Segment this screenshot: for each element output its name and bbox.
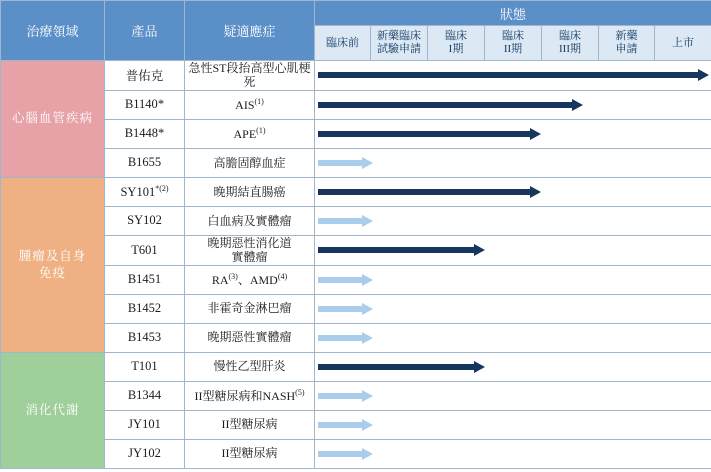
indication-label-line2: 實體瘤	[231, 250, 268, 265]
table-row	[1, 323, 711, 352]
product-sup: *	[157, 97, 165, 112]
product-cell: B1655	[105, 148, 185, 177]
product-cell: B1452	[105, 294, 185, 323]
indication-cell	[185, 119, 315, 148]
indication-sup: (1)	[254, 97, 264, 107]
stage-label-line2: II期	[503, 43, 523, 55]
area-cell-cardiovascular: 心腦血管疾病	[1, 61, 105, 178]
progress-cell	[315, 206, 711, 235]
indication-cell: 白血病及實體瘤	[185, 206, 315, 235]
product-cell: 普佑克	[105, 61, 185, 91]
table-row	[1, 90, 711, 119]
progress-cell	[315, 265, 711, 294]
product-label: SY101	[120, 184, 156, 199]
product-cell: SY102	[105, 206, 185, 235]
progress-cell	[315, 294, 711, 323]
stage-label-line2: III期	[559, 43, 581, 55]
stage-label-line1: 臨床	[559, 30, 581, 43]
product-label: B1140	[124, 97, 158, 112]
stage-header-market	[655, 26, 711, 61]
header-product: 產品	[105, 1, 185, 61]
indication-cell: 非霍奇金淋巴瘤	[185, 294, 315, 323]
product-cell: JY101	[105, 410, 185, 439]
stage-label-line1: 新藥臨床	[377, 30, 421, 43]
indication-cell: 慢性乙型肝炎	[185, 352, 315, 381]
indication-sup: (5)	[295, 387, 305, 397]
table-row	[1, 61, 711, 91]
stage-label: 上市	[672, 36, 694, 49]
indication-cell: 高膽固醇血症	[185, 148, 315, 177]
indication-label: APE	[233, 127, 257, 142]
stage-header-phase2	[485, 26, 542, 61]
header-indication: 疑適應症	[185, 1, 315, 61]
table-row	[1, 148, 711, 177]
progress-cell	[315, 90, 711, 119]
progress-cell	[315, 439, 711, 468]
table-row	[1, 206, 711, 235]
area-label-line2: 免疫	[38, 265, 66, 280]
product-cell: T601	[105, 235, 185, 265]
indication-sup: (1)	[256, 126, 266, 136]
product-cell: B1453	[105, 323, 185, 352]
product-cell	[105, 177, 185, 206]
stage-header-preclinical	[315, 26, 371, 61]
area-label-line1: 腫瘤及自身	[18, 248, 87, 263]
stage-label-line2: 試驗申請	[377, 43, 421, 55]
table-row	[1, 265, 711, 294]
indication-sup-1: (3)	[228, 271, 238, 281]
table-row	[1, 352, 711, 381]
area-cell-oncology	[1, 177, 105, 352]
stage-label-line2: 申請	[615, 43, 638, 55]
indication-label: II型糖尿病和NASH	[194, 388, 296, 403]
progress-cell	[315, 119, 711, 148]
table-row	[1, 294, 711, 323]
stage-header-ind	[371, 26, 428, 61]
stage-label-line1: 新藥	[615, 30, 638, 43]
progress-cell	[315, 381, 711, 410]
header-area: 治療領域	[1, 1, 105, 61]
table-row	[1, 119, 711, 148]
indication-cell: II型糖尿病	[185, 439, 315, 468]
indication-sup-2: (4)	[277, 271, 288, 281]
table-row	[1, 410, 711, 439]
indication-cell: 急性ST段抬高型心肌梗死	[185, 61, 315, 91]
stage-header-nda	[599, 26, 655, 61]
indication-cell	[185, 265, 315, 294]
progress-cell	[315, 235, 711, 265]
indication-cell: 晚期惡性實體瘤	[185, 323, 315, 352]
progress-cell	[315, 352, 711, 381]
indication-cell	[185, 381, 315, 410]
stage-label: 臨床前	[326, 36, 359, 49]
table-row	[1, 439, 711, 468]
product-sup: *(2)	[155, 183, 169, 193]
progress-cell	[315, 410, 711, 439]
progress-cell	[315, 323, 711, 352]
stage-header-phase1	[428, 26, 485, 61]
area-cell-metabolic: 消化代謝	[1, 352, 105, 468]
indication-label-2: 、AMD	[237, 272, 278, 287]
product-cell	[105, 90, 185, 119]
table-row	[1, 381, 711, 410]
indication-cell	[185, 235, 315, 265]
product-label: B1448	[124, 126, 159, 141]
table-header-row	[1, 1, 711, 26]
indication-cell: II型糖尿病	[185, 410, 315, 439]
progress-cell	[315, 177, 711, 206]
stage-header-phase3	[542, 26, 599, 61]
product-sup: *	[158, 126, 165, 141]
table-row	[1, 177, 711, 206]
product-cell: T101	[105, 352, 185, 381]
indication-cell	[185, 90, 315, 119]
product-cell: JY102	[105, 439, 185, 468]
progress-cell	[315, 148, 711, 177]
header-status: 狀態	[315, 1, 711, 26]
progress-cell	[315, 61, 711, 91]
table-row	[1, 235, 711, 265]
stage-label-line2: I期	[448, 43, 464, 55]
indication-label-line1: 晚期惡性消化道	[207, 235, 292, 250]
stage-label-line1: 臨床	[502, 30, 524, 43]
indication-label: RA	[211, 272, 229, 287]
indication-label: AIS	[235, 98, 255, 113]
stage-label-line1: 臨床	[445, 30, 467, 43]
product-cell: B1451	[105, 265, 185, 294]
product-cell	[105, 119, 185, 148]
indication-cell: 晚期結直腸癌	[185, 177, 315, 206]
product-cell: B1344	[105, 381, 185, 410]
